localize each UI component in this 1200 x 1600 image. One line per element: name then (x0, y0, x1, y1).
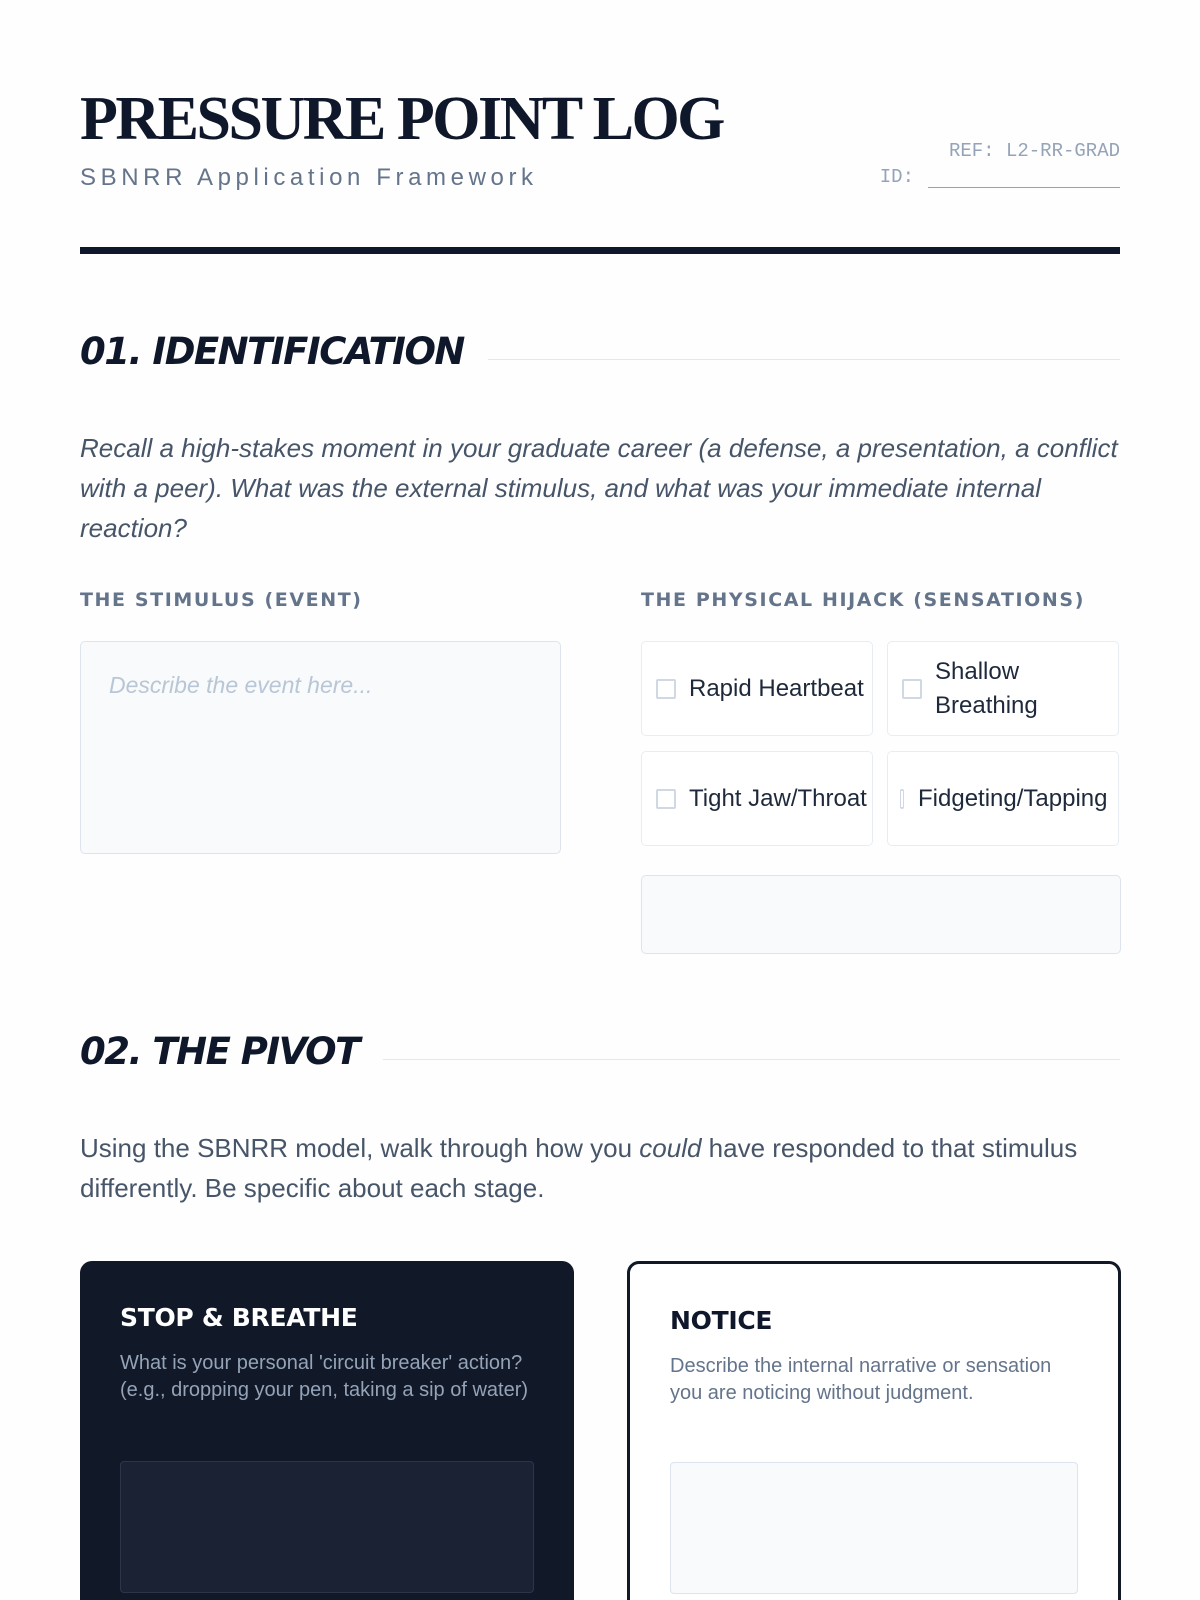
checkbox[interactable] (902, 679, 922, 699)
header (80, 80, 1120, 254)
checkbox[interactable] (656, 789, 676, 809)
section-divider (488, 359, 1120, 360)
sensation-label: Tight Jaw/Throat (689, 784, 867, 812)
sensation-option-shallow-breathing[interactable] (887, 641, 1119, 736)
pivot-desc-emphasis: could (639, 1133, 702, 1163)
section-title-identification: 01. IDENTIFICATION (80, 330, 464, 373)
identification-prompt: Recall a high-stakes moment in your graduate career (a defense, a presentation, a conflict with a peer). What was the external stimulus, and what was your immediate internal reaction? (80, 433, 1118, 543)
checkbox[interactable] (656, 679, 676, 699)
pivot-desc-part: Using the SBNRR model, walk through how you (80, 1133, 640, 1163)
sensation-option-rapid-heartbeat[interactable] (641, 641, 873, 736)
reference-code: REF: L2-RR-GRAD (948, 140, 1120, 162)
stop-breathe-card (80, 1261, 574, 1600)
pivot-desc-part: have responded to that stimulus differently. Be specific about each stage. (80, 1133, 1078, 1203)
card-description: What is your personal 'circuit breaker' action? (e.g., dropping your pen, taking a sip of water) (120, 1352, 529, 1401)
id-input-line[interactable] (928, 166, 1120, 188)
checkbox[interactable] (900, 789, 904, 809)
section-pivot-header (80, 1030, 1120, 1073)
pivot-description (80, 1128, 1120, 1208)
sensation-label: Shallow Breathing (935, 657, 1038, 719)
id-field-row (880, 166, 1120, 188)
card-title: STOP & BREATHE (120, 1303, 358, 1332)
sensation-label: Fidgeting/Tapping (918, 784, 1108, 812)
id-label: ID: (879, 166, 914, 188)
sensation-option-fidgeting[interactable] (887, 751, 1119, 846)
page-subtitle: SBNRR Application Framework (80, 164, 538, 191)
stop-breathe-input[interactable] (120, 1461, 534, 1593)
section-identification-header (80, 330, 1120, 373)
card-title: NOTICE (670, 1306, 773, 1335)
section-title-pivot: 02. THE PIVOT (80, 1030, 359, 1073)
card-description: Describe the internal narrative or sensation you are noticing without judgment. (670, 1355, 1052, 1404)
physical-hijack-label: THE PHYSICAL HIJACK (SENSATIONS) (641, 589, 1086, 611)
stimulus-label: THE STIMULUS (EVENT) (80, 589, 363, 611)
other-sensation-input[interactable] (641, 875, 1121, 954)
sensation-label: Rapid Heartbeat (689, 674, 864, 702)
notice-input[interactable] (670, 1462, 1078, 1594)
stimulus-textarea[interactable] (80, 641, 561, 854)
sensation-option-tight-jaw[interactable] (641, 751, 873, 846)
header-divider (80, 247, 1120, 254)
notice-card (627, 1261, 1121, 1600)
page-title: PRESSURE POINT LOG (80, 85, 723, 153)
section-divider (383, 1059, 1120, 1060)
